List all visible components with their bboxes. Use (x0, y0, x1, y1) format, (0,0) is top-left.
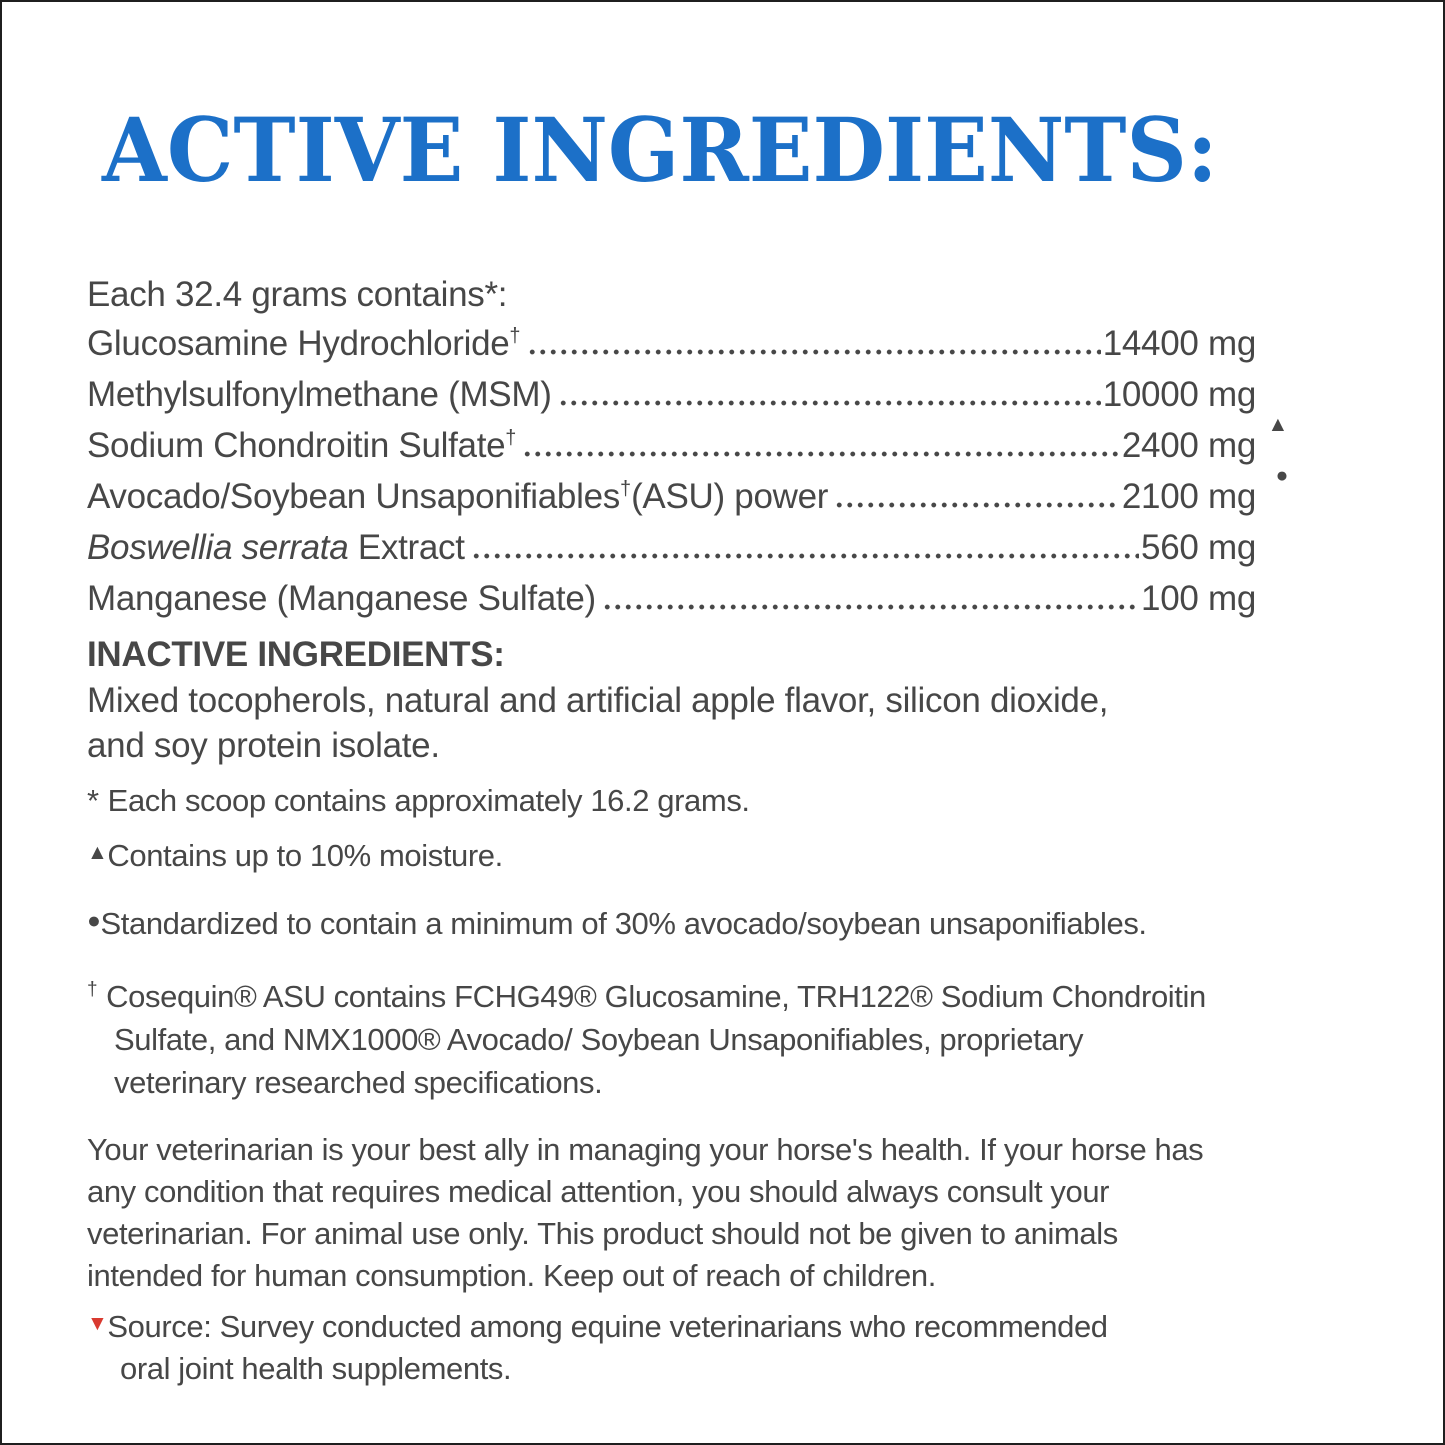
ingredient-row-msm (87, 369, 1256, 420)
ingredient-name: Boswellia serrata Extract (87, 528, 465, 568)
triangle-marker: ▲ (87, 841, 108, 865)
page-title: ACTIVE INGREDIENTS: (102, 98, 1218, 202)
footnote-text: Cosequin® ASU contains FCHG49® Glucosamine, TRH122® Sodium Chondroitin (106, 979, 1206, 1015)
circle-marker: ● (87, 907, 101, 934)
ingredient-row-manganese (87, 573, 1256, 624)
footnote-text: Standardized to contain a minimum of 30% avocado/soybean unsaponifiables. (100, 906, 1147, 942)
footnote-moisture (87, 832, 1358, 877)
advisory-line: veterinarian. For animal use only. This product should not be given to animals (87, 1216, 1118, 1252)
footnote-text: Contains up to 10% moisture. (107, 838, 503, 874)
dagger-symbol: † (509, 325, 521, 348)
inactive-ingredients-heading: INACTIVE INGREDIENTS: (87, 635, 505, 675)
ingredient-row-asu: Avocado/Soybean Unsaponifiables†(ASU) power 2100 mg ● (87, 471, 1256, 522)
dotted-leader (602, 604, 1139, 610)
ingredient-row-boswellia (87, 522, 1256, 573)
source-text: Source: Survey conducted among equine veterinarians who recommended (107, 1309, 1108, 1345)
ingredient-name: Sodium Chondroitin Sulfate† (87, 426, 517, 466)
advisory-line: any condition that requires medical attention, you should always consult your (87, 1174, 1110, 1210)
serving-size-line: Each 32.4 grams contains*: (87, 275, 508, 315)
ingredient-name: Glucosamine Hydrochloride† (87, 324, 521, 364)
ingredient-name: Methylsulfonylmethane (MSM) (87, 375, 552, 415)
dotted-leader (471, 553, 1139, 559)
ingredient-amount: 2100 mg (1121, 477, 1256, 517)
footnote-asu (87, 899, 1358, 945)
ingredient-amount: 10000 mg (1102, 375, 1256, 415)
inactive-ingredients-section (87, 632, 1358, 768)
ingredient-amount: 2400 mg (1121, 426, 1256, 466)
footnote-text: veterinary researched specifications. (114, 1065, 603, 1101)
ingredient-amount: 14400 mg (1102, 324, 1256, 364)
source-text: oral joint health supplements. (120, 1351, 512, 1387)
ingredient-amount: 100 mg (1141, 579, 1256, 619)
ingredient-name: Avocado/Soybean Unsaponifiables†(ASU) power (87, 477, 829, 517)
ingredient-row-chondroitin: Sodium Chondroitin Sulfate† 2400 mg ▲ (87, 420, 1256, 471)
dagger-marker: † (87, 979, 98, 1001)
footnote-dagger (87, 968, 1358, 1104)
dagger-symbol: † (619, 478, 632, 501)
red-triangle-marker: ▼ (87, 1312, 108, 1336)
advisory-line: Your veterinarian is your best ally in managing your horse's health. If your horse has (87, 1132, 1204, 1168)
footnote-text: Sulfate, and NMX1000® Avocado/ Soybean Unsaponifiables, proprietary (114, 1022, 1084, 1058)
ingredient-name: Manganese (Manganese Sulfate) (87, 579, 596, 619)
footnote-text: Each scoop contains approximately 16.2 grams. (107, 783, 750, 819)
dagger-symbol: † (505, 427, 517, 450)
ingredient-row-glucosamine (87, 318, 1256, 369)
active-ingredients-list (87, 318, 1288, 624)
dotted-leader (834, 502, 1120, 508)
inactive-ingredients-line: and soy protein isolate. (87, 726, 440, 766)
dotted-leader (527, 349, 1101, 355)
dotted-leader (558, 400, 1101, 406)
advisory-line: intended for human consumption. Keep out of reach of children. (87, 1258, 936, 1294)
footnote-scoop (87, 780, 1358, 822)
ingredient-amount: 560 mg (1141, 528, 1256, 568)
veterinarian-advisory (87, 1129, 1358, 1297)
inactive-ingredients-line: Mixed tocopherols, natural and artificial apple flavor, silicon dioxide, (87, 681, 1109, 721)
dotted-leader (522, 451, 1119, 457)
asterisk-marker: * (87, 783, 99, 819)
source-note (87, 1303, 1358, 1390)
